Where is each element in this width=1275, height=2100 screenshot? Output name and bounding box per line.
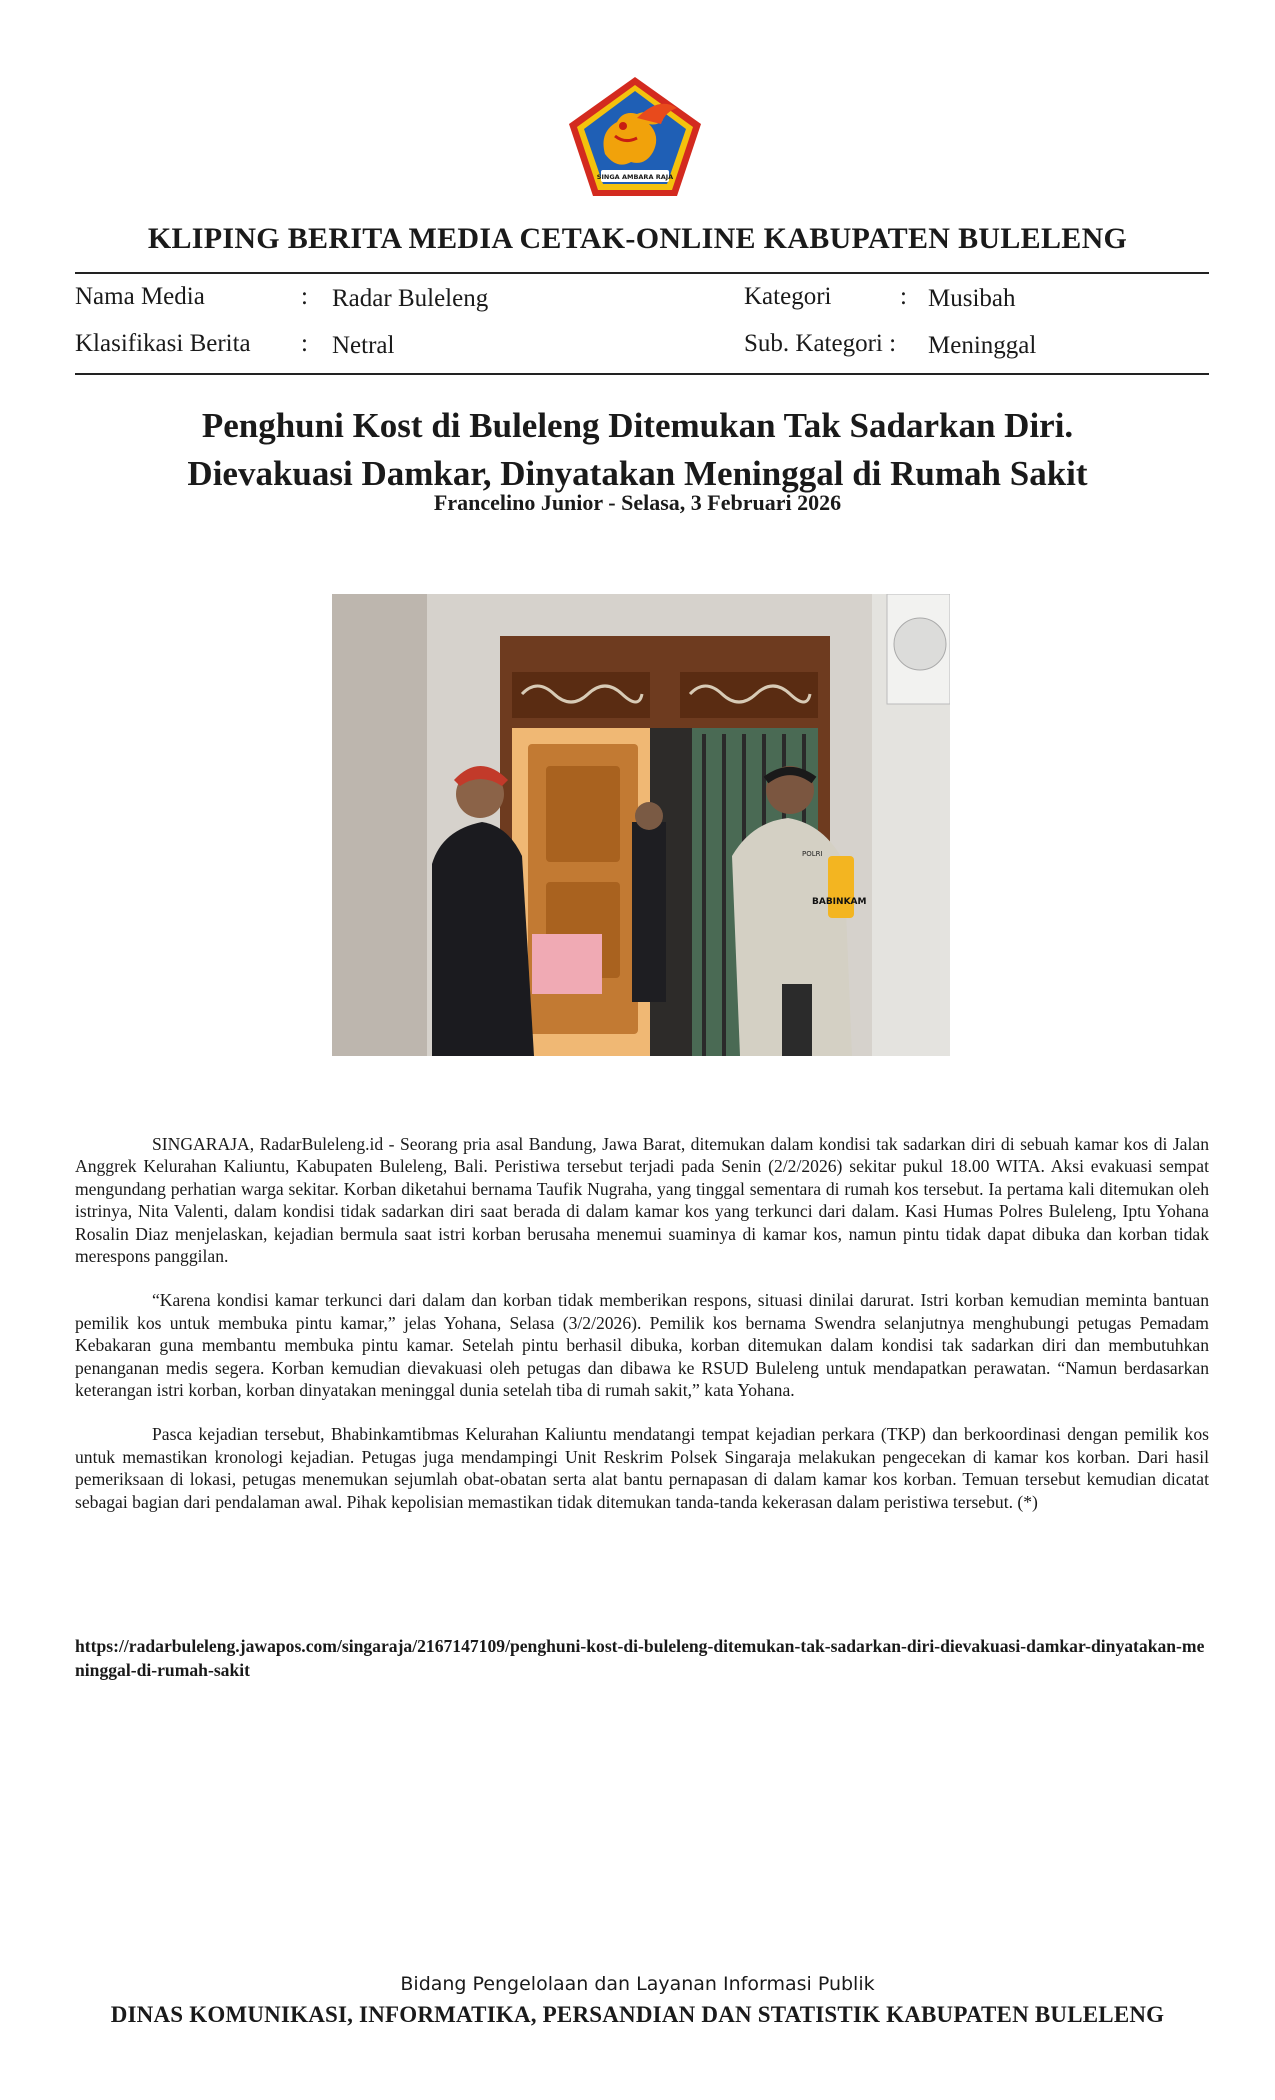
article-headline [0, 402, 1275, 498]
article-body [75, 1133, 1209, 1535]
crest-motto: SINGA AMBARA RAJA [596, 173, 674, 181]
header-divider-top [75, 272, 1209, 274]
media-label: Nama Media [75, 283, 205, 310]
classification-label: Klasifikasi Berita [75, 330, 251, 357]
category-sep: : [900, 283, 907, 310]
media-sep: : [301, 283, 308, 310]
headline-line-2: Dievakuasi Damkar, Dinyatakan Meninggal di Rumah Sakit [187, 454, 1088, 493]
buleleng-crest-icon [565, 74, 705, 200]
media-value: Radar Buleleng [332, 285, 489, 312]
article-paragraph-2: “Karena kondisi kamar terkunci dari dalam dan korban tidak memberikan respons, situasi dinilai darurat. Istri korban kemudian meminta bantuan pemilik kos untuk membuka pintu kamar,” jelas Yohana, Selasa (3/2/2026). Pemilik kos bernama Swendra selanjutnya menghubungi petugas Pemadam Kebakaran guna membantu membuka pintu kamar. Setelah pintu berhasil dibuka, korban ditemukan dalam kondisi tak sadarkan diri dan membutuhkan penanganan medis segera. Korban kemudian dievakuasi oleh petugas dan dibawa ke RSUD Buleleng untuk mendapatkan perawatan. “Namun berdasarkan keterangan istri korban, korban dinyatakan meninggal dunia setelah tiba di rumah sakit,” kata Yohana. [75, 1290, 1209, 1401]
subcategory-value: Meninggal [928, 332, 1037, 359]
article-byline: Francelino Junior - Selasa, 3 Februari 2026 [433, 490, 842, 515]
category-value: Musibah [928, 285, 1016, 312]
subcategory-label: Sub. Kategori : [744, 330, 897, 357]
page-title: KLIPING BERITA MEDIA CETAK-ONLINE KABUPATEN BULELENG [147, 222, 1128, 255]
classification-value: Netral [332, 332, 395, 359]
officer-tag-text: POLRI [802, 850, 823, 858]
header-divider-bottom [75, 373, 1209, 375]
news-photo [332, 594, 950, 1056]
article-paragraph-3: Pasca kejadian tersebut, Bhabinkamtibmas Kelurahan Kaliuntu mendatangi tempat kejadian perkara (TKP) dan berkoordinasi dengan pemilik kos untuk memastikan kronologi kejadian. Petugas juga mendampingi Unit Reskrim Polsek Singaraja melakukan pengecekan di kamar kos korban. Dari hasil pemeriksaan di lokasi, petugas menemukan sejumlah obat-obatan serta alat bantu pernapasan di dalam kamar kos korban. Temuan tersebut kemudian dicatat sebagai bagian dari pendalaman awal. Pihak kepolisian memastikan tidak ditemukan tanda-tanda kekerasan dalam peristiwa tersebut. (*) [75, 1424, 1209, 1512]
source-link[interactable]: https://radarbuleleng.jawapos.com/singaraja/2167147109/penghuni-kost-di-buleleng-ditemukan-tak-sadarkan-diri-dievakuasi-damkar-dinyatakan-meninggal-di-rumah-sakit [75, 1636, 1205, 1680]
article-paragraph-1: SINGARAJA, RadarBuleleng.id - Seorang pria asal Bandung, Jawa Barat, ditemukan dalam kondisi tak sadarkan diri di sebuah kamar kos di Jalan Anggrek Kelurahan Kaliuntu, Kabupaten Buleleng, Bali. Peristiwa tersebut terjadi pada Senin (2/2/2026) sekitar pukul 18.00 WITA. Aksi evakuasi sempat mengundang perhatian warga sekitar. Korban diketahui bernama Taufik Nugraha, yang tinggal sementara di rumah kos tersebut. Ia pertama kali ditemukan oleh istrinya, Nita Valenti, dalam kondisi tidak sadarkan diri saat berada di dalam kamar kos yang terkunci dari dalam. Kasi Humas Polres Buleleng, Iptu Yohana Rosalin Diaz menjelaskan, kejadian bermula saat istri korban berusaha menemui suaminya di kamar kos, namun pintu tidak dapat dibuka dan korban tidak merespons panggilan. [75, 1134, 1209, 1267]
headline-line-1: Penghuni Kost di Buleleng Ditemukan Tak Sadarkan Diri. [201, 406, 1074, 445]
category-label: Kategori [744, 283, 832, 310]
officer-badge-text: BABINKAM [812, 897, 867, 907]
footer-agency: DINAS KOMUNIKASI, INFORMATIKA, PERSANDIAN DAN STATISTIK KABUPATEN BULELENG [110, 2002, 1165, 2027]
classification-sep: : [301, 330, 308, 357]
footer-division: Bidang Pengelolaan dan Layanan Informasi Publik [400, 1973, 875, 1995]
